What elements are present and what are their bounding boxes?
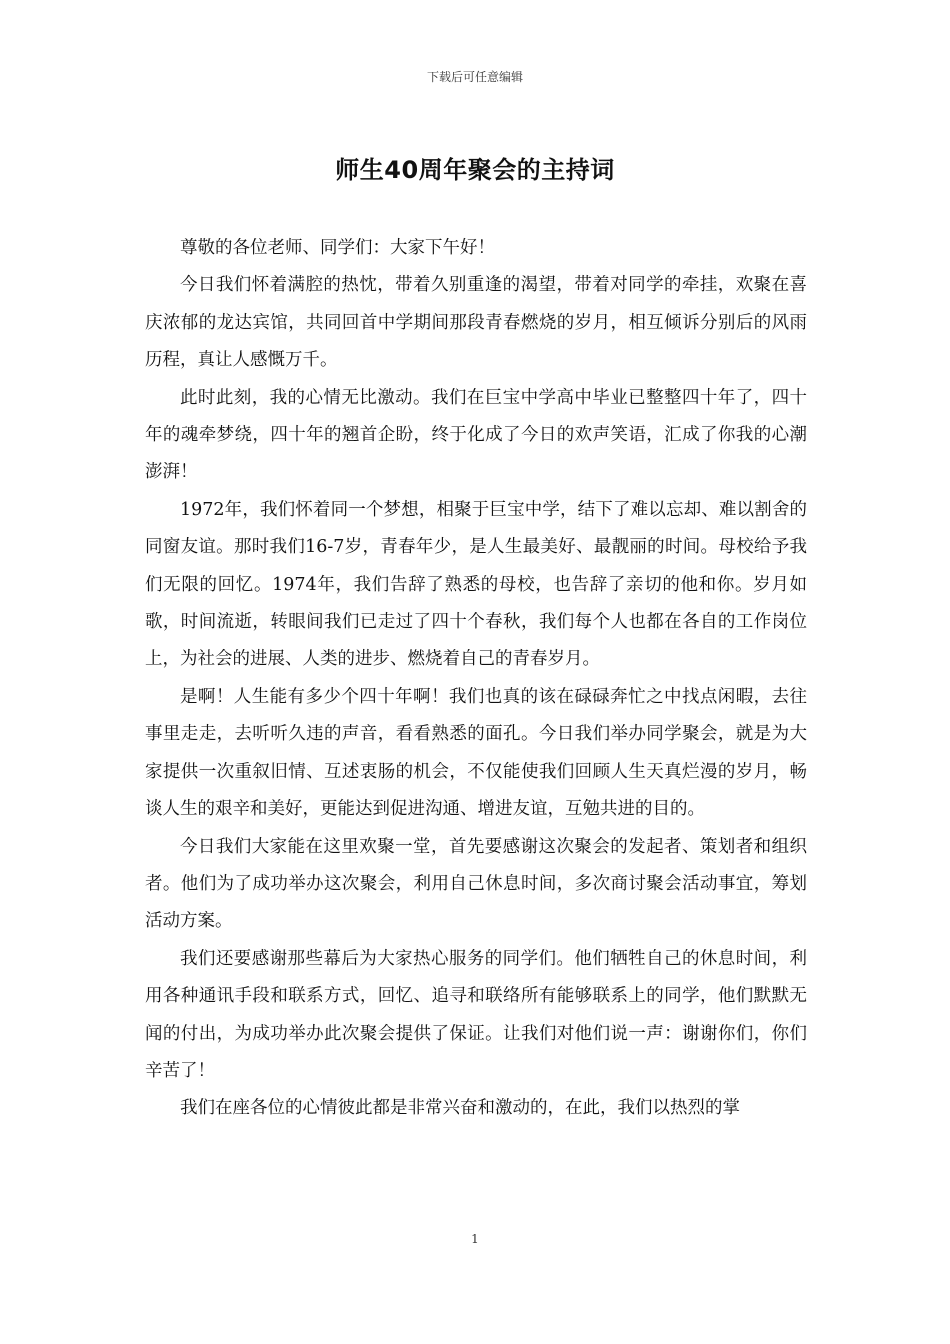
paragraph: 今日我们怀着满腔的热忱，带着久别重逢的渴望，带着对同学的牵挂，欢聚在喜庆浓郁的龙达宾馆，共同回首中学期间那段青春燃烧的岁月，相互倾诉分别后的风雨历程，真让人感慨万千。	[145, 275, 807, 371]
paragraph: 今日我们大家能在这里欢聚一堂，首先要感谢这次聚会的发起者、策划者和组织者。他们为了成功举办这次聚会，利用自己休息时间，多次商讨聚会活动事宜，筹划活动方案。	[145, 836, 807, 932]
document-title: 师生40周年聚会的主持词	[335, 156, 615, 184]
paragraph: 我们在座各位的心情彼此都是非常兴奋和激动的，在此，我们以热烈的掌	[180, 1098, 740, 1119]
page-number: 1	[471, 1232, 479, 1246]
header-note: 下载后可任意编辑	[426, 70, 523, 84]
paragraph: 1972年，我们怀着同一个梦想，相聚于巨宝中学，结下了难以忘却、难以割舍的同窗友谊。那时我们16-7岁，青春年少，是人生最美好、最靓丽的时间。母校给予我们无限的回忆。1974年，我们告辞了熟悉的母校，也告辞了亲切的他和你。岁月如歌，时间流逝，转眼间我们已走过了四十个春秋，我们每个人也都在各自的工作岗位上，为社会的进展、人类的进步、燃烧着自己的青春岁月。	[145, 499, 807, 670]
paragraph: 我们还要感谢那些幕后为大家热心服务的同学们。他们牺牲自己的休息时间，利用各种通讯手段和联系方式，回忆、追寻和联络所有能够联系上的同学，他们默默无闻的付出，为成功举办此次聚会提供了保证。让我们对他们说一声：谢谢你们，你们辛苦了！	[145, 948, 807, 1081]
paragraph: 此时此刻，我的心情无比激动。我们在巨宝中学高中毕业已整整四十年了，四十年的魂牵梦绕，四十年的翘首企盼，终于化成了今日的欢声笑语，汇成了你我的心潮澎湃！	[145, 387, 807, 483]
paragraph: 是啊！人生能有多少个四十年啊！我们也真的该在碌碌奔忙之中找点闲暇，去往事里走走，去听听久违的声音，看看熟悉的面孔。今日我们举办同学聚会，就是为大家提供一次重叙旧情、互述衷肠的机会，不仅能使我们回顾人生天真烂漫的岁月，畅谈人生的艰辛和美好，更能达到促进沟通、增进友谊，互勉共进的目的。	[145, 686, 807, 820]
paragraph-greeting: 尊敬的各位老师、同学们：大家下午好！	[180, 238, 495, 258]
document-body	[145, 230, 807, 1128]
